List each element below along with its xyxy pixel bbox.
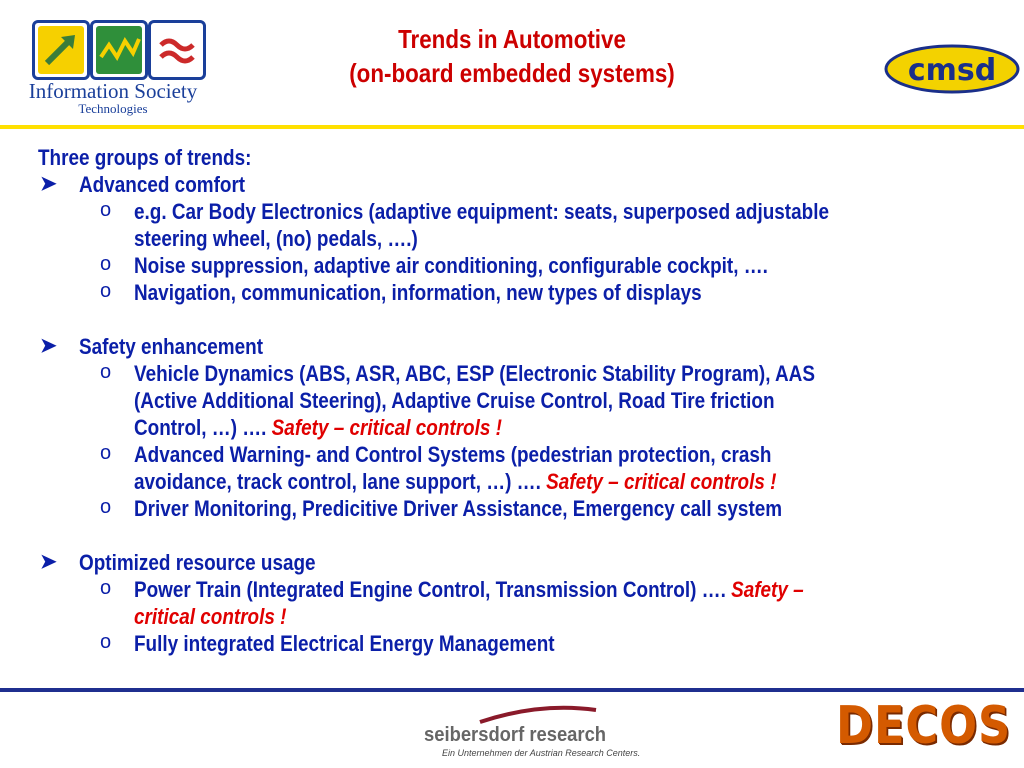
list-item-text: Navigation, communication, information, new types of displays [134, 280, 702, 305]
seibersdorf-subtitle: Ein Unternehmen der Austrian Research Centers. [442, 748, 641, 758]
header-divider [0, 125, 1024, 129]
list-item-text-part: Control, …) …. [134, 415, 272, 440]
decos-logo: DECOS [836, 696, 1012, 756]
list-item [38, 495, 1008, 522]
emphasis-text: Safety – [731, 577, 804, 602]
seibersdorf-name: seibersdorf research [424, 724, 607, 746]
list-item [38, 198, 1008, 252]
emphasis-text: Safety – critical controls ! [271, 415, 502, 440]
approx-icon [148, 20, 206, 80]
list-item-text: Advanced Warning- and Control Systems (pedestrian protection, crash [134, 442, 772, 467]
arrow-bullet-icon: ➤ [40, 551, 57, 573]
circle-bullet-icon: o [100, 280, 112, 302]
ist-logo-text [10, 80, 216, 116]
emphasis-text: Safety – critical controls ! [546, 469, 777, 494]
body-heading: Three groups of trends: [38, 145, 252, 170]
seibersdorf-logo [420, 700, 652, 762]
circle-bullet-icon: o [100, 631, 112, 653]
title-line2: (on-board embedded systems) [349, 58, 675, 88]
group-label: Optimized resource usage [79, 550, 316, 575]
list-item [38, 441, 1008, 495]
list-item-text-part: Power Train (Integrated Engine Control, Transmission Control) …. [134, 577, 732, 602]
list-item-text: steering wheel, (no) pedals, ….) [134, 226, 418, 251]
swoosh-icon [420, 700, 652, 726]
arrow-bullet-icon: ➤ [40, 173, 57, 195]
list-item-text-part: avoidance, track control, lane support, …) …. [134, 469, 547, 494]
group-label: Safety enhancement [79, 334, 264, 359]
circle-bullet-icon: o [100, 442, 112, 464]
group-label: Advanced comfort [79, 172, 246, 197]
circle-bullet-icon: o [100, 253, 112, 275]
group-optimized-resource-usage [38, 549, 1008, 576]
ist-logo-line2: Technologies [78, 101, 148, 116]
group-advanced-comfort [38, 171, 1008, 198]
circle-bullet-icon: o [100, 496, 112, 518]
arrow-up-right-icon [32, 20, 90, 80]
list-item-text: (Active Additional Steering), Adaptive Cruise Control, Road Tire friction [134, 388, 775, 413]
list-item [38, 576, 1008, 630]
slide-body [38, 144, 1008, 657]
cmsd-logo-text: cmsd [907, 53, 997, 88]
list-item-text: Driver Monitoring, Predicitive Driver Assistance, Emergency call system [134, 496, 783, 521]
page-title [287, 22, 738, 90]
list-item-text [134, 414, 886, 441]
list-item-text: Vehicle Dynamics (ABS, ASR, ABC, ESP (Electronic Stability Program), AAS [134, 361, 815, 386]
footer-divider [0, 688, 1024, 692]
list-item [38, 252, 1008, 279]
circle-bullet-icon: o [100, 577, 112, 599]
arrow-bullet-icon: ➤ [40, 335, 57, 357]
circle-bullet-icon: o [100, 199, 112, 221]
list-item-text: Fully integrated Electrical Energy Management [134, 631, 555, 656]
list-item-text [134, 468, 886, 495]
list-item [38, 630, 1008, 657]
ist-logo [8, 12, 218, 120]
cmsd-logo [884, 44, 1020, 94]
list-item-text [134, 576, 886, 603]
title-line1: Trends in Automotive [398, 24, 626, 54]
list-item [38, 279, 1008, 306]
circle-bullet-icon: o [100, 361, 112, 383]
ist-logo-line1: Information Society [28, 79, 198, 103]
emphasis-text: critical controls ! [134, 604, 287, 629]
list-item-text: e.g. Car Body Electronics (adaptive equipment: seats, superposed adjustable [134, 199, 829, 224]
group-safety-enhancement [38, 333, 1008, 360]
list-item [38, 360, 1008, 441]
wave-icon [90, 20, 148, 80]
list-item-text: Noise suppression, adaptive air conditioning, configurable cockpit, …. [134, 253, 768, 278]
